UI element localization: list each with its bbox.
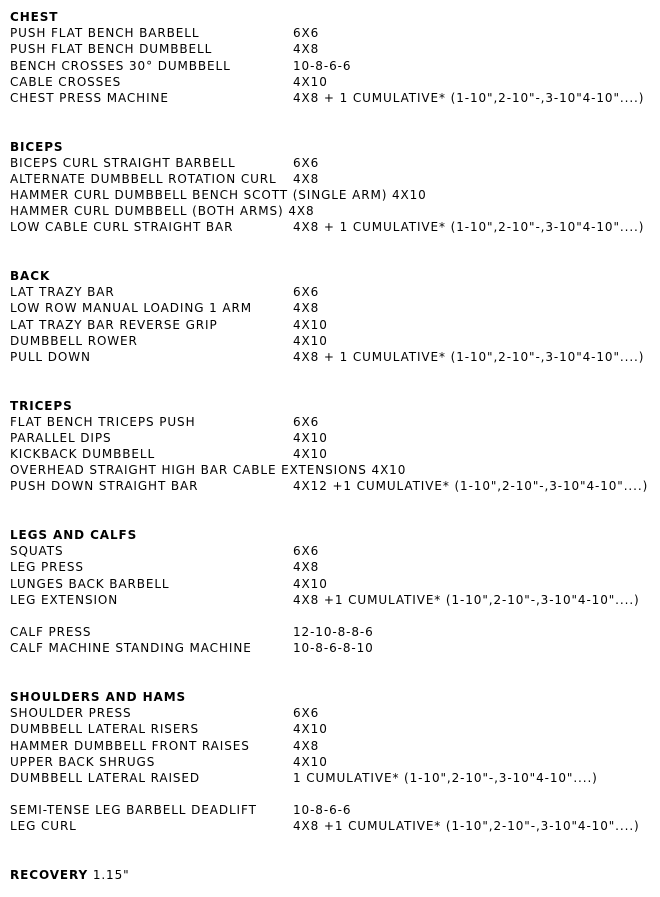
exercise-row (10, 284, 655, 300)
section-heading: BACK (10, 269, 51, 284)
exercise-reps: 4X10 (293, 447, 328, 462)
exercise-reps: 10-8-6-6 (293, 803, 352, 818)
exercise-name: HAMMER CURL DUMBBELL (BOTH ARMS) 4X8 (10, 204, 315, 219)
exercise-name: BICEPS CURL STRAIGHT BARBELL (10, 155, 236, 170)
exercise-row (10, 576, 655, 592)
exercise-reps: 4X10 (293, 754, 328, 769)
exercise-name: SEMI-TENSE LEG BARBELL DEADLIFT (10, 803, 257, 818)
section-heading: BICEPS (10, 139, 64, 154)
exercise-reps: 12-10-8-8-6 (293, 625, 374, 640)
exercise-name: FLAT BENCH TRICEPS PUSH (10, 414, 196, 429)
exercise-row (10, 478, 655, 494)
exercise-reps: 6X6 (293, 544, 320, 559)
exercise-row (10, 818, 655, 834)
exercise-reps: 6X6 (293, 706, 320, 721)
section-back (10, 268, 655, 365)
spacer (10, 365, 655, 397)
spacer (10, 236, 655, 268)
exercise-name: LEG EXTENSION (10, 592, 119, 607)
exercise-row (10, 300, 655, 316)
exercise-row (10, 559, 655, 575)
exercise-reps: 6X6 (293, 155, 320, 170)
exercise-name: CHEST PRESS MACHINE (10, 90, 169, 105)
exercise-row (10, 462, 655, 478)
exercise-row (10, 90, 655, 106)
exercise-name: LAT TRAZY BAR (10, 285, 115, 300)
exercise-reps: 4X12 +1 CUMULATIVE* (1-10",2-10"-,3-10"4-10"....) (293, 479, 649, 494)
exercise-row (10, 543, 655, 559)
exercise-reps: 6X6 (293, 26, 320, 41)
exercise-row (10, 349, 655, 365)
workout-document (10, 9, 655, 883)
exercise-row (10, 41, 655, 57)
section-heading: SHOULDERS AND HAMS (10, 689, 187, 704)
exercise-reps: 4X8 +1 CUMULATIVE* (1-10",2-10"-,3-10"4-10"....) (293, 592, 640, 607)
exercise-name: LAT TRAZY BAR REVERSE GRIP (10, 317, 218, 332)
exercise-name: DUMBBELL LATERAL RISERS (10, 722, 200, 737)
exercise-name: HAMMER CURL DUMBBELL BENCH SCOTT (SINGLE ARM) 4X10 (10, 188, 427, 203)
spacer (10, 786, 655, 802)
exercise-row (10, 414, 655, 430)
exercise-row (10, 187, 655, 203)
exercise-row (10, 219, 655, 235)
exercise-reps: 4X10 (293, 74, 328, 89)
exercise-reps: 1 CUMULATIVE* (1-10",2-10"-,3-10"4-10"....) (293, 770, 598, 785)
exercise-row (10, 430, 655, 446)
spacer (10, 106, 655, 138)
exercise-row (10, 446, 655, 462)
exercise-name: PUSH FLAT BENCH DUMBBELL (10, 42, 213, 57)
section-heading: LEGS AND CALFS (10, 528, 138, 543)
recovery-line (10, 867, 655, 883)
exercise-name: SQUATS (10, 544, 64, 559)
section-legs-and-calfs (10, 527, 655, 657)
exercise-reps: 4X10 (293, 576, 328, 591)
exercise-name: BENCH CROSSES 30° DUMBBELL (10, 58, 231, 73)
exercise-reps: 4X8 +1 CUMULATIVE* (1-10",2-10"-,3-10"4-10"....) (293, 819, 640, 834)
exercise-name: LEG CURL (10, 819, 77, 834)
exercise-row (10, 171, 655, 187)
spacer (10, 835, 655, 867)
section-chest (10, 9, 655, 106)
exercise-reps: 10-8-6-6 (293, 58, 352, 73)
exercise-name: PUSH FLAT BENCH BARBELL (10, 26, 200, 41)
spacer (10, 495, 655, 527)
exercise-reps: 4X8 (293, 171, 320, 186)
exercise-row (10, 592, 655, 608)
exercise-row (10, 802, 655, 818)
exercise-reps: 6X6 (293, 285, 320, 300)
exercise-reps: 4X8 (293, 560, 320, 575)
exercise-name: CALF MACHINE STANDING MACHINE (10, 641, 252, 656)
section-heading: TRICEPS (10, 398, 73, 413)
exercise-row (10, 705, 655, 721)
exercise-reps: 4X10 (293, 317, 328, 332)
spacer (10, 657, 655, 689)
exercise-reps: 4X8 + 1 CUMULATIVE* (1-10",2-10"-,3-10"4-10"....) (293, 90, 645, 105)
recovery-value: 1.15" (92, 868, 130, 883)
exercise-row (10, 738, 655, 754)
exercise-name: CABLE CROSSES (10, 74, 122, 89)
exercise-reps: 10-8-6-8-10 (293, 641, 374, 656)
exercise-name: PARALLEL DIPS (10, 430, 112, 445)
exercise-row (10, 754, 655, 770)
exercise-name: LOW ROW MANUAL LOADING 1 ARM (10, 301, 252, 316)
exercise-row (10, 25, 655, 41)
section-shoulders-and-hams (10, 689, 655, 835)
exercise-row (10, 333, 655, 349)
exercise-row (10, 317, 655, 333)
exercise-name: PULL DOWN (10, 349, 91, 364)
exercise-reps: 4X8 (293, 738, 320, 753)
spacer (10, 608, 655, 624)
exercise-reps: 4X10 (293, 722, 328, 737)
exercise-name: LOW CABLE CURL STRAIGHT BAR (10, 220, 234, 235)
exercise-name: OVERHEAD STRAIGHT HIGH BAR CABLE EXTENSIONS 4X10 (10, 463, 407, 478)
section-biceps (10, 139, 655, 236)
exercise-reps: 4X8 + 1 CUMULATIVE* (1-10",2-10"-,3-10"4-10"....) (293, 349, 645, 364)
exercise-name: LEG PRESS (10, 560, 84, 575)
exercise-name: UPPER BACK SHRUGS (10, 754, 156, 769)
exercise-name: ALTERNATE DUMBBELL ROTATION CURL (10, 171, 277, 186)
exercise-name: PUSH DOWN STRAIGHT BAR (10, 479, 199, 494)
exercise-name: HAMMER DUMBBELL FRONT RAISES (10, 738, 250, 753)
exercise-name: CALF PRESS (10, 625, 92, 640)
exercise-reps: 6X6 (293, 414, 320, 429)
exercise-reps: 4X8 + 1 CUMULATIVE* (1-10",2-10"-,3-10"4-10"....) (293, 220, 645, 235)
exercise-row (10, 770, 655, 786)
exercise-reps: 4X10 (293, 333, 328, 348)
recovery-label: RECOVERY (10, 868, 89, 883)
exercise-reps: 4X8 (293, 42, 320, 57)
exercise-row (10, 640, 655, 656)
exercise-name: DUMBBELL ROWER (10, 333, 138, 348)
exercise-reps: 4X8 (293, 301, 320, 316)
exercise-reps: 4X10 (293, 430, 328, 445)
exercise-row (10, 74, 655, 90)
exercise-row (10, 58, 655, 74)
exercise-row (10, 155, 655, 171)
section-triceps (10, 398, 655, 495)
exercise-row (10, 721, 655, 737)
exercise-row (10, 203, 655, 219)
exercise-name: DUMBBELL LATERAL RAISED (10, 770, 201, 785)
exercise-name: SHOULDER PRESS (10, 706, 132, 721)
section-heading: CHEST (10, 10, 59, 24)
exercise-name: LUNGES BACK BARBELL (10, 576, 170, 591)
exercise-row (10, 624, 655, 640)
exercise-name: KICKBACK DUMBBELL (10, 447, 156, 462)
